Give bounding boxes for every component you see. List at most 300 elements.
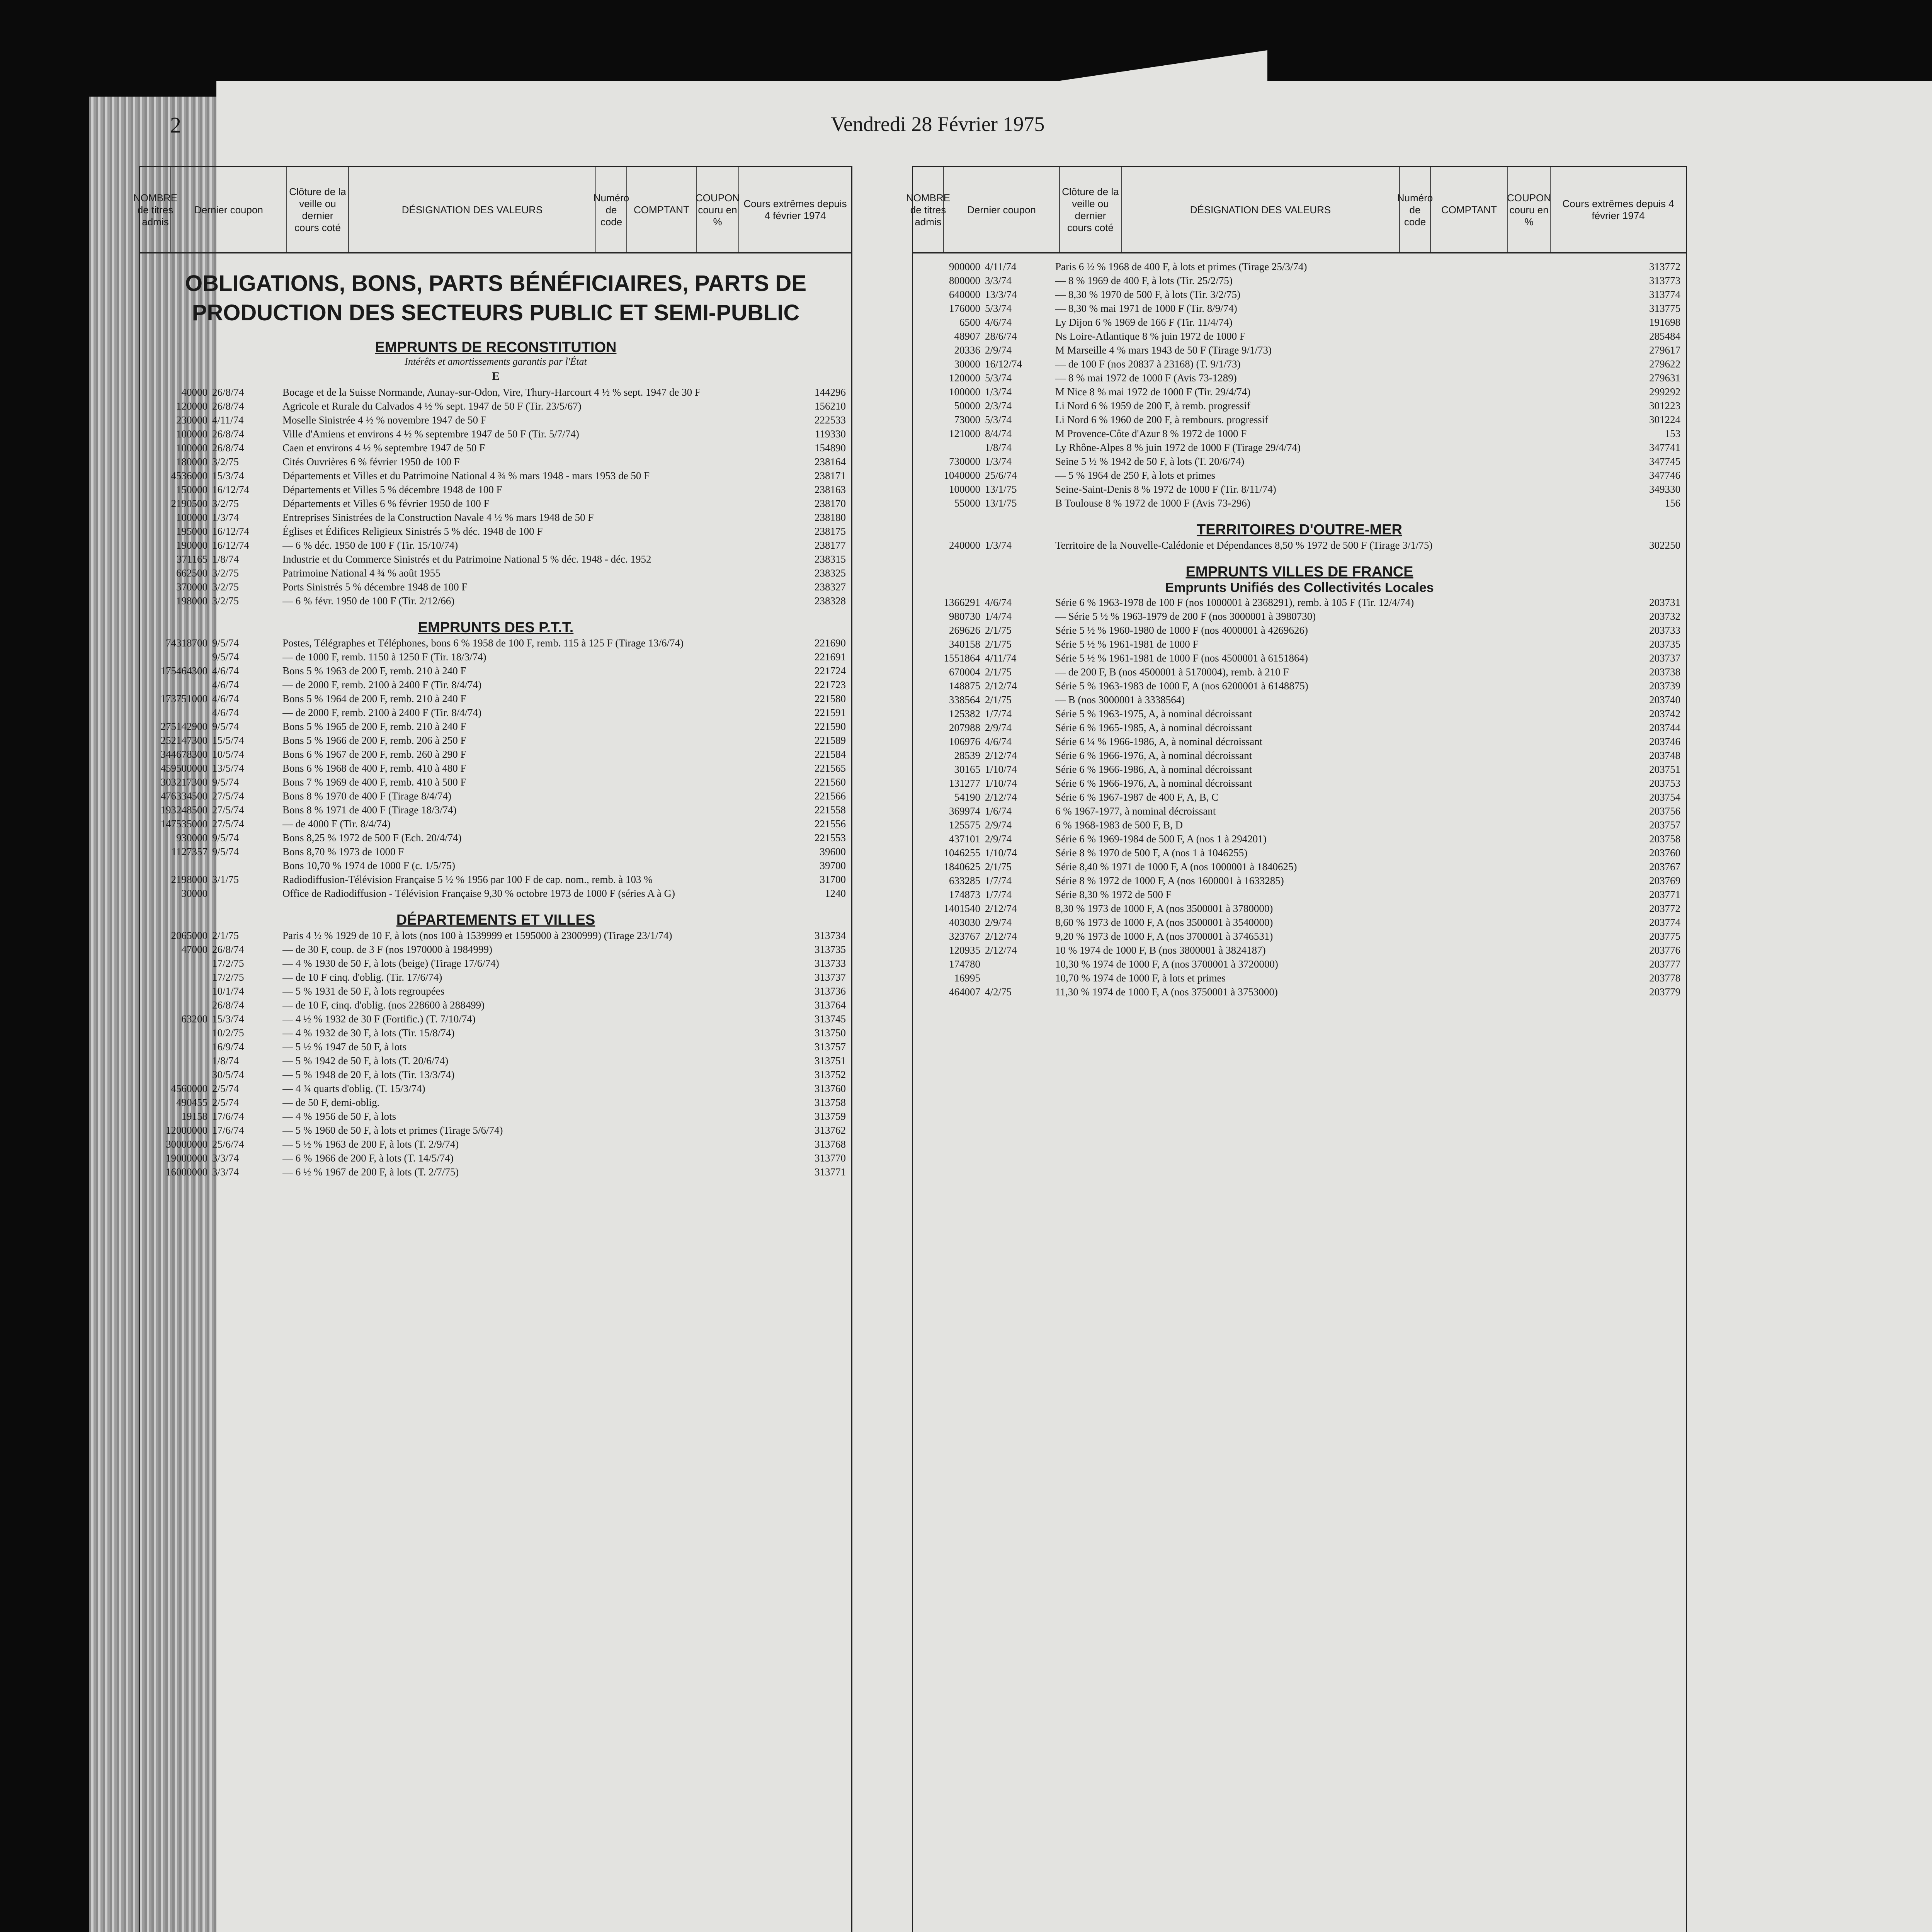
table-row xyxy=(146,538,846,552)
row-date xyxy=(985,971,1051,985)
row-count xyxy=(146,678,207,692)
row-designation: Paris 4 ½ % 1929 de 10 F, à lots (nos 100 à 1539999 et 1595000 à 2300999) (Tirage 23/1/74) xyxy=(282,930,672,941)
row-code: 238325 xyxy=(815,567,846,579)
row-count: 1046255 xyxy=(944,847,980,859)
table-row xyxy=(146,413,846,427)
row-code: 299292 xyxy=(1649,386,1680,398)
row-designation: — 4 ½ % 1932 de 30 F (Fortific.) (T. 7/10/74) xyxy=(282,1013,476,1025)
row-designation: Office de Radiodiffusion - Télévision Française 9,30 % octobre 1973 de 1000 F (séries A à G) xyxy=(282,888,675,899)
row-code: 203771 xyxy=(1649,889,1680,900)
row-date: 2/5/74 xyxy=(212,1083,239,1094)
row-code: 301223 xyxy=(1649,400,1680,412)
table-row xyxy=(918,595,1680,609)
table-row xyxy=(146,566,846,580)
row-designation: Postes, Télégraphes et Téléphones, bons 6 % 1958 de 100 F, remb. 115 à 125 F (Tirage 13/6/74) xyxy=(282,637,684,649)
row-date: 26/8/74 xyxy=(212,386,244,398)
row-code: 119330 xyxy=(815,428,846,440)
row-date: 1/7/74 xyxy=(985,875,1012,886)
table-row xyxy=(918,468,1680,482)
row-count: 120000 xyxy=(949,372,980,384)
row-date: 1/6/74 xyxy=(985,805,1012,817)
table-row xyxy=(146,524,846,538)
row-designation: — B (nos 3000001 à 3338564) xyxy=(1055,694,1185,706)
row-designation: Territoire de la Nouvelle-Calédonie et Dépendances 8,50 % 1972 de 500 F (Tirage 3/1/75) xyxy=(1055,539,1433,551)
row-count: 371165 xyxy=(177,553,207,565)
list-departements xyxy=(140,929,851,1179)
table-row xyxy=(918,804,1680,818)
row-count: 640000 xyxy=(949,289,980,300)
table-row xyxy=(146,1054,846,1068)
row-designation: Bons 5 % 1965 de 200 F, remb. 210 à 240 F xyxy=(282,721,466,732)
heading-designation: DÉSIGNATION DES VALEURS xyxy=(1122,167,1400,252)
table-row xyxy=(918,651,1680,665)
section-letter: E xyxy=(492,370,500,383)
row-code: 191698 xyxy=(1649,316,1680,328)
list-paris-villes xyxy=(913,260,1686,510)
heading-coupon-couru: COUPON couru en % xyxy=(1508,167,1551,252)
row-designation: Série 5 % 1963-1983 de 1000 F, A (nos 6200001 à 6148875) xyxy=(1055,680,1308,692)
row-date: 4/6/74 xyxy=(212,679,239,690)
row-date: 9/5/74 xyxy=(212,651,239,663)
row-code: 222533 xyxy=(815,414,846,426)
row-date: 17/2/75 xyxy=(212,971,244,983)
row-date: 26/8/74 xyxy=(212,428,244,440)
row-code: 203778 xyxy=(1649,972,1680,984)
table-row xyxy=(918,874,1680,888)
row-date: 1/7/74 xyxy=(985,708,1012,719)
table-row xyxy=(918,985,1680,999)
row-designation: Série 6 % 1966-1986, A, à nominal décroissant xyxy=(1055,764,1252,775)
right-column-headings xyxy=(906,167,1686,253)
table-row xyxy=(146,1068,846,1082)
row-designation: 10,70 % 1974 de 1000 F, à lots et primes xyxy=(1055,972,1226,984)
row-date: 2/1/75 xyxy=(985,666,1012,678)
table-row xyxy=(918,301,1680,315)
row-designation: — 5 % 1960 de 50 F, à lots et primes (Tirage 5/6/74) xyxy=(282,1124,503,1136)
row-code: 279617 xyxy=(1649,344,1680,356)
row-designation: — Série 5 ½ % 1963-1979 de 200 F (nos 3000001 à 3980730) xyxy=(1055,611,1316,622)
row-count: 174780 xyxy=(949,958,980,970)
heading-code: Numéro de code xyxy=(596,167,627,252)
row-date: 25/6/74 xyxy=(985,469,1017,481)
main-title: OBLIGATIONS, BONS, PARTS BÉNÉFICIAIRES, PARTS DE PRODUCTION DES SECTEURS PUBLIC ET SEMI-PUBLIC xyxy=(185,271,806,325)
row-date: 13/1/75 xyxy=(985,497,1017,509)
table-row xyxy=(146,706,846,719)
row-code: 221590 xyxy=(815,721,846,732)
list-outremer xyxy=(913,538,1686,552)
row-code: 39700 xyxy=(820,860,846,871)
row-designation: 10 % 1974 de 1000 F, B (nos 3800001 à 3824187) xyxy=(1055,944,1266,956)
page-date: Vendredi 28 Février 1975 xyxy=(831,112,1045,136)
row-date: 3/1/75 xyxy=(212,874,239,885)
row-code: 203775 xyxy=(1649,930,1680,942)
row-count: 1840625 xyxy=(944,861,980,872)
row-designation: — 8,30 % 1970 de 500 F, à lots (Tir. 3/2/75) xyxy=(1055,289,1241,300)
row-count: 100000 xyxy=(176,442,207,454)
row-date: 5/3/74 xyxy=(985,414,1012,425)
row-designation: Départements et Villes et du Patrimoine National 4 ¾ % mars 1948 - mars 1953 de 50 F xyxy=(282,470,650,481)
heading-close: Clôture de la veille ou dernier cours coté xyxy=(287,167,349,252)
row-designation: Série 5 ½ % 1961-1981 de 1000 F (nos 4500001 à 6151864) xyxy=(1055,652,1308,664)
row-count: 340158 xyxy=(949,638,980,650)
table-row xyxy=(918,762,1680,776)
row-count: 30000 xyxy=(181,888,207,899)
row-designation: Églises et Édifices Religieux Sinistrés 5 % déc. 1948 de 100 F xyxy=(282,526,543,537)
row-date: 3/3/74 xyxy=(212,1152,239,1164)
row-date: 9/5/74 xyxy=(212,832,239,844)
section-title-outremer: TERRITOIRES D'OUTRE-MER xyxy=(1197,522,1402,538)
row-date: 2/1/75 xyxy=(985,861,1012,872)
row-date: 1/3/74 xyxy=(985,456,1012,467)
row-designation: Bons 8,70 % 1973 de 1000 F xyxy=(282,846,404,857)
row-date: 15/5/74 xyxy=(212,735,244,746)
row-designation: 11,30 % 1974 de 1000 F, A (nos 3750001 à 3753000) xyxy=(1055,986,1278,998)
row-count: 74318700 xyxy=(166,637,207,649)
table-row xyxy=(918,343,1680,357)
table-row xyxy=(146,441,846,455)
row-date: 13/5/74 xyxy=(212,762,244,774)
row-code: 313757 xyxy=(815,1041,846,1053)
row-designation: — 4 ¾ quarts d'oblig. (T. 15/3/74) xyxy=(282,1083,425,1094)
row-count: 1127357 xyxy=(171,846,207,857)
row-designation: Série 5 ½ % 1961-1981 de 1000 F xyxy=(1055,638,1199,650)
row-date: 17/6/74 xyxy=(212,1124,244,1136)
row-date: 4/6/74 xyxy=(985,316,1012,328)
row-designation: — 4 % 1932 de 30 F, à lots (Tir. 15/8/74) xyxy=(282,1027,455,1039)
row-code: 221580 xyxy=(815,693,846,704)
row-date: 4/6/74 xyxy=(212,693,239,704)
row-code: 221553 xyxy=(815,832,846,844)
row-count: 459500000 xyxy=(160,762,207,774)
row-count: 252147300 xyxy=(160,735,207,746)
row-count: 6500 xyxy=(959,316,980,328)
row-code: 221691 xyxy=(815,651,846,663)
row-designation: — de 2000 F, remb. 2100 à 2400 F (Tir. 8/4/74) xyxy=(282,679,482,690)
row-code: 203748 xyxy=(1649,750,1680,761)
row-code: 203777 xyxy=(1649,958,1680,970)
row-count: 40000 xyxy=(181,386,207,398)
row-count xyxy=(146,970,207,984)
row-date: 4/6/74 xyxy=(212,707,239,718)
row-date: 16/9/74 xyxy=(212,1041,244,1053)
table-row xyxy=(146,1137,846,1151)
row-date: 3/2/75 xyxy=(212,581,239,593)
row-code: 313737 xyxy=(815,971,846,983)
table-row xyxy=(918,721,1680,735)
row-designation: Bons 5 % 1966 de 200 F, remb. 206 à 250 F xyxy=(282,735,466,746)
table-row xyxy=(918,901,1680,915)
row-count: 16000000 xyxy=(166,1166,207,1178)
row-date: 1/7/74 xyxy=(985,889,1012,900)
table-row xyxy=(146,678,846,692)
row-designation: Bons 7 % 1969 de 400 F, remb. 410 à 500 F xyxy=(282,776,466,788)
row-count: 193248500 xyxy=(160,804,207,816)
row-count: 176000 xyxy=(949,303,980,314)
row-count: 4536000 xyxy=(171,470,207,481)
table-row xyxy=(146,956,846,970)
row-date: 16/12/74 xyxy=(985,358,1022,370)
row-date: 26/8/74 xyxy=(212,944,244,955)
row-date: 1/3/74 xyxy=(985,539,1012,551)
list-reconstitution xyxy=(140,385,851,608)
row-designation: — 5 ½ % 1963 de 200 F, à lots (T. 2/9/74) xyxy=(282,1138,459,1150)
table-row xyxy=(146,747,846,761)
table-row xyxy=(146,1165,846,1179)
row-code: 203731 xyxy=(1649,597,1680,608)
section-subtitle-villes-france: Emprunts Unifiés des Collectivités Locales xyxy=(1165,580,1434,595)
left-column-headings xyxy=(133,167,851,253)
row-count: 30000000 xyxy=(166,1138,207,1150)
row-date: 2/12/74 xyxy=(985,750,1017,761)
row-count: 148875 xyxy=(949,680,980,692)
table-row xyxy=(146,636,846,650)
row-code: 313775 xyxy=(1649,303,1680,314)
row-code: 203758 xyxy=(1649,833,1680,845)
heading-close: Clôture de la veille ou dernier cours coté xyxy=(1060,167,1122,252)
row-code: 203742 xyxy=(1649,708,1680,719)
row-code: 285484 xyxy=(1649,330,1680,342)
row-designation: Série 6 ¼ % 1966-1986, A, à nominal décroissant xyxy=(1055,736,1263,747)
row-code: 203740 xyxy=(1649,694,1680,706)
row-code: 279622 xyxy=(1649,358,1680,370)
row-designation: 9,20 % 1973 de 1000 F, A (nos 3700001 à 3746531) xyxy=(1055,930,1273,942)
heading-last-coupon: Dernier coupon xyxy=(171,167,287,252)
heading-extremes: Cours extrêmes depuis 4 février 1974 xyxy=(743,198,847,221)
row-code: 313771 xyxy=(815,1166,846,1178)
row-code: 238327 xyxy=(815,581,846,593)
row-date: 4/11/74 xyxy=(985,261,1017,272)
row-date: 26/8/74 xyxy=(212,999,244,1011)
row-code: 313745 xyxy=(815,1013,846,1025)
table-row xyxy=(146,510,846,524)
row-designation: Cités Ouvrières 6 % février 1950 de 100 F xyxy=(282,456,460,468)
row-code: 313774 xyxy=(1649,289,1680,300)
table-row xyxy=(146,552,846,566)
row-code: 221589 xyxy=(815,735,846,746)
row-date: 9/5/74 xyxy=(212,776,239,788)
table-row xyxy=(146,984,846,998)
row-code: 349330 xyxy=(1649,483,1680,495)
table-row xyxy=(918,609,1680,623)
row-code: 203746 xyxy=(1649,736,1680,747)
row-designation: Ns Loire-Atlantique 8 % juin 1972 de 1000 F xyxy=(1055,330,1245,342)
row-code: 221556 xyxy=(815,818,846,830)
table-row xyxy=(918,260,1680,274)
row-designation: — 5 % 1948 de 20 F, à lots (Tir. 13/3/74) xyxy=(282,1069,455,1080)
row-date: 10/5/74 xyxy=(212,748,244,760)
row-code: 203744 xyxy=(1649,722,1680,733)
row-count: 50000 xyxy=(954,400,980,412)
table-row xyxy=(146,970,846,984)
row-code: 203760 xyxy=(1649,847,1680,859)
row-designation: Li Nord 6 % 1959 de 200 F, à remb. progressif xyxy=(1055,400,1250,412)
row-code: 313733 xyxy=(815,957,846,969)
row-date: 2/1/75 xyxy=(985,694,1012,706)
row-date: 5/3/74 xyxy=(985,372,1012,384)
row-date: 1/10/74 xyxy=(985,764,1017,775)
row-count: 303217300 xyxy=(160,776,207,788)
row-designation: Entreprises Sinistrées de la Construction Navale 4 ½ % mars 1948 de 50 F xyxy=(282,512,594,523)
heading-comptant: COMPTANT xyxy=(627,167,697,252)
table-row xyxy=(146,1082,846,1095)
row-count: 240000 xyxy=(949,539,980,551)
row-date: 4/6/74 xyxy=(985,736,1012,747)
table-row xyxy=(918,888,1680,901)
row-code: 279631 xyxy=(1649,372,1680,384)
row-designation: Bons 8,25 % 1972 de 500 F (Ech. 20/4/74) xyxy=(282,832,462,844)
row-code: 221723 xyxy=(815,679,846,690)
row-date: 15/3/74 xyxy=(212,1013,244,1025)
row-code: 203751 xyxy=(1649,764,1680,775)
row-code: 203753 xyxy=(1649,777,1680,789)
row-designation: Série 6 % 1965-1985, A, à nominal décroissant xyxy=(1055,722,1252,733)
page-number: 2 xyxy=(170,112,181,138)
row-date: 2/9/74 xyxy=(985,819,1012,831)
row-code: 221558 xyxy=(815,804,846,816)
row-date: 1/8/74 xyxy=(985,442,1012,453)
list-ptt xyxy=(140,636,851,900)
section-title-departements: DÉPARTEMENTS ET VILLES xyxy=(396,912,595,928)
row-designation: Agricole et Rurale du Calvados 4 ½ % sept. 1947 de 50 F (Tir. 23/5/67) xyxy=(282,400,582,412)
row-count: 73000 xyxy=(954,414,980,425)
section-title-ptt: EMPRUNTS DES P.T.T. xyxy=(418,619,574,636)
row-code: 221566 xyxy=(815,790,846,802)
row-designation: — de 30 F, coup. de 3 F (nos 1970000 à 1984999) xyxy=(282,944,493,955)
table-row xyxy=(146,664,846,678)
table-row xyxy=(146,497,846,510)
row-designation: — 5 % 1942 de 50 F, à lots (T. 20/6/74) xyxy=(282,1055,449,1066)
row-date: 2/1/75 xyxy=(212,930,239,941)
table-row xyxy=(918,957,1680,971)
row-count xyxy=(918,440,980,454)
row-designation: — de 10 F cinq. d'oblig. (Tir. 17/6/74) xyxy=(282,971,442,983)
row-date: 3/2/75 xyxy=(212,456,239,468)
table-row xyxy=(146,872,846,886)
table-row xyxy=(918,329,1680,343)
table-row xyxy=(146,650,846,664)
row-count xyxy=(146,984,207,998)
row-designation: Série 8,40 % 1971 de 1000 F, A (nos 1000001 à 1840625) xyxy=(1055,861,1297,872)
row-designation: Bons 5 % 1964 de 200 F, remb. 210 à 240 F xyxy=(282,693,466,704)
row-designation: Bons 6 % 1968 de 400 F, remb. 410 à 480 F xyxy=(282,762,466,774)
row-code: 301224 xyxy=(1649,414,1680,425)
row-designation: Série 6 % 1969-1984 de 500 F, A (nos 1 à 294201) xyxy=(1055,833,1267,845)
row-count xyxy=(146,706,207,719)
table-row xyxy=(918,371,1680,385)
row-code: 154890 xyxy=(815,442,846,454)
row-count: 16995 xyxy=(954,972,980,984)
heading-count: NOMBRE de titres admis xyxy=(140,167,171,252)
row-date: 3/3/74 xyxy=(212,1166,239,1178)
row-date: 27/5/74 xyxy=(212,790,244,802)
section-note-reconstitution: Intérêts et amortissements garantis par l'État xyxy=(405,356,587,367)
table-row xyxy=(146,845,846,859)
row-designation: Départements et Villes 6 % février 1950 de 100 F xyxy=(282,498,490,509)
row-count: 100000 xyxy=(949,386,980,398)
row-count: 19158 xyxy=(181,1111,207,1122)
table-row xyxy=(146,1026,846,1040)
row-date: 2/9/74 xyxy=(985,344,1012,356)
row-designation: — de 1000 F, remb. 1150 à 1250 F (Tir. 18/3/74) xyxy=(282,651,486,663)
row-count: 198000 xyxy=(176,595,207,607)
table-row xyxy=(918,943,1680,957)
table-row xyxy=(146,1151,846,1165)
row-designation: — de 4000 F (Tir. 8/4/74) xyxy=(282,818,391,830)
row-designation: Industrie et du Commerce Sinistrés et du Patrimoine National 5 % déc. 1948 - déc. 1952 xyxy=(282,553,651,565)
table-row xyxy=(146,942,846,956)
row-count: 900000 xyxy=(949,261,980,272)
row-code: 203733 xyxy=(1649,624,1680,636)
row-date: 3/3/74 xyxy=(985,275,1012,286)
row-date: 4/11/74 xyxy=(212,414,244,426)
row-date: 27/5/74 xyxy=(212,804,244,816)
table-row xyxy=(146,817,846,831)
row-code: 313735 xyxy=(815,944,846,955)
table-row xyxy=(918,693,1680,707)
row-designation: — 5 % 1931 de 50 F, à lots regroupées xyxy=(282,985,445,997)
table-row xyxy=(146,803,846,817)
row-date: 2/12/74 xyxy=(985,680,1017,692)
table-row xyxy=(918,637,1680,651)
row-count: 369974 xyxy=(949,805,980,817)
row-count xyxy=(146,1068,207,1082)
row-designation: — 6 ½ % 1967 de 200 F, à lots (T. 2/7/75) xyxy=(282,1166,459,1178)
row-count: 2065000 xyxy=(171,930,207,941)
row-date: 26/8/74 xyxy=(212,400,244,412)
row-date: 17/6/74 xyxy=(212,1111,244,1122)
row-date: 10/1/74 xyxy=(212,985,244,997)
section-title-villes-france: EMPRUNTS VILLES DE FRANCE xyxy=(1185,564,1413,580)
row-count: 207988 xyxy=(949,722,980,733)
row-designation: 6 % 1968-1983 de 500 F, B, D xyxy=(1055,819,1183,831)
table-row xyxy=(918,665,1680,679)
table-row xyxy=(918,929,1680,943)
row-designation: Li Nord 6 % 1960 de 200 F, à rembours. progressif xyxy=(1055,414,1269,425)
table-row xyxy=(918,427,1680,440)
table-row xyxy=(918,832,1680,846)
row-count: 323767 xyxy=(949,930,980,942)
row-count: 173751000 xyxy=(160,693,207,704)
row-code: 302250 xyxy=(1649,539,1680,551)
row-count: 190000 xyxy=(176,539,207,551)
row-designation: Ly Dijon 6 % 1969 de 166 F (Tir. 11/4/74) xyxy=(1055,316,1233,328)
table-row xyxy=(146,385,846,399)
heading-code: Numéro de code xyxy=(1400,167,1431,252)
row-count: 2190500 xyxy=(171,498,207,509)
row-designation: Série 5 ½ % 1960-1980 de 1000 F (nos 4000001 à 4269626) xyxy=(1055,624,1308,636)
left-column xyxy=(133,166,852,1932)
table-row xyxy=(146,733,846,747)
row-code: 221565 xyxy=(815,762,846,774)
row-code: 238177 xyxy=(815,539,846,551)
row-count: 344678300 xyxy=(160,748,207,760)
row-count xyxy=(146,859,207,872)
table-row xyxy=(918,623,1680,637)
table-row xyxy=(146,427,846,441)
row-designation: — 4 % 1930 de 50 F, à lots (beige) (Tirage 17/6/74) xyxy=(282,957,499,969)
table-row xyxy=(918,748,1680,762)
table-row xyxy=(146,469,846,483)
row-code: 238180 xyxy=(815,512,846,523)
table-row xyxy=(146,483,846,497)
row-count xyxy=(146,956,207,970)
heading-designation: DÉSIGNATION DES VALEURS xyxy=(349,167,596,252)
heading-comptant: COMPTANT xyxy=(1431,167,1508,252)
row-date: 2/9/74 xyxy=(985,722,1012,733)
row-date: 9/5/74 xyxy=(212,721,239,732)
table-row xyxy=(918,399,1680,413)
table-row xyxy=(146,1012,846,1026)
